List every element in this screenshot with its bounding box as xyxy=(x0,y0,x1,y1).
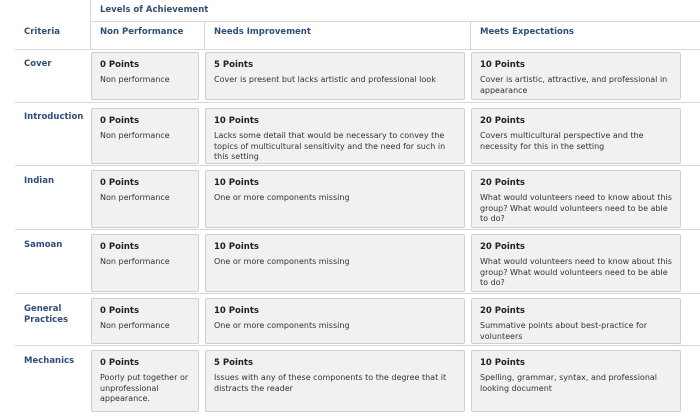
cell-description: Non performance xyxy=(100,75,170,84)
rubric-cell-meets-expectations xyxy=(471,170,681,228)
rubric-cell-meets-expectations xyxy=(471,234,681,292)
rubric-row-introduction xyxy=(15,103,700,166)
rubric-cell-needs-improvement xyxy=(205,350,465,412)
cell-points: 20 Points xyxy=(480,116,525,126)
rubric-cell-needs-improvement xyxy=(205,52,465,100)
criteria-label: Introduction xyxy=(24,112,84,122)
rubric-cell-non-performance xyxy=(91,350,199,412)
cell-description: What would volunteers need to know about this group? What would volunteers need to be able to do? xyxy=(480,193,672,223)
cell-points: 5 Points xyxy=(214,60,254,70)
criteria-label: Mechanics xyxy=(24,356,75,366)
rubric-cell-non-performance xyxy=(91,52,199,100)
rubric-row-mechanics xyxy=(15,346,700,420)
cell-description: Cover is present but lacks artistic and professional look xyxy=(214,75,436,84)
cell-description: Issues with any of these components to the degree that it distracts the reader xyxy=(214,373,447,393)
cell-description: Cover is artistic, attractive, and professional in appearance xyxy=(480,75,668,95)
cell-description: One or more components missing xyxy=(214,257,350,266)
rubric-cell-needs-improvement xyxy=(205,234,465,292)
cell-description: Covers multicultural perspective and the necessity for this in the setting xyxy=(480,131,644,151)
rubric-row-samoan xyxy=(15,230,700,294)
cell-points: 20 Points xyxy=(480,306,525,316)
cell-points: 0 Points xyxy=(100,60,140,70)
meets-expectations-column-header: Meets Expectations xyxy=(470,22,700,50)
cell-description: Non performance xyxy=(100,131,170,140)
cell-points: 0 Points xyxy=(100,178,140,188)
cell-points: 10 Points xyxy=(214,116,259,126)
cell-points: 10 Points xyxy=(480,60,525,70)
cell-points: 0 Points xyxy=(100,358,140,368)
cell-points: 0 Points xyxy=(100,116,140,126)
cell-points: 10 Points xyxy=(214,242,259,252)
cell-points: 5 Points xyxy=(214,358,254,368)
cell-points: 0 Points xyxy=(100,242,140,252)
levels-of-achievement-header xyxy=(90,0,700,22)
cell-description: Summative points about best-practice for volunteers xyxy=(480,321,648,341)
cell-description: One or more components missing xyxy=(214,321,350,330)
rubric-cell-meets-expectations xyxy=(471,108,681,164)
rubric-cell-meets-expectations xyxy=(471,52,681,100)
rubric-cell-non-performance xyxy=(91,298,199,344)
cell-description: Non performance xyxy=(100,257,170,266)
rubric-cell-needs-improvement xyxy=(205,108,465,164)
cell-points: 20 Points xyxy=(480,242,525,252)
rubric-cell-needs-improvement xyxy=(205,170,465,228)
criteria-label: Cover xyxy=(24,59,52,69)
rubric-cell-meets-expectations xyxy=(471,298,681,344)
needs-improvement-column-header: Needs Improvement xyxy=(204,22,470,50)
cell-description: Non performance xyxy=(100,321,170,330)
cell-description: Non performance xyxy=(100,193,170,202)
cell-description: Poorly put together or unprofessional appearance. xyxy=(100,373,189,403)
cell-description: One or more components missing xyxy=(214,193,350,202)
rubric-cell-non-performance xyxy=(91,234,199,292)
rubric-cell-meets-expectations xyxy=(471,350,681,412)
cell-points: 10 Points xyxy=(480,358,525,368)
criteria-column-header: Criteria xyxy=(15,22,90,50)
cell-description: What would volunteers need to know about this group? What would volunteers need to be able to do? xyxy=(480,257,672,287)
cell-points: 0 Points xyxy=(100,306,140,316)
rubric-cell-non-performance xyxy=(91,170,199,228)
rubric-cell-needs-improvement xyxy=(205,298,465,344)
cell-description: Spelling, grammar, syntax, and professional looking document xyxy=(480,373,658,393)
cell-description: Lacks some detail that would be necessary to convey the topics of multicultural sensitivity and the need for such in this setting xyxy=(214,131,446,161)
rubric-row-indian xyxy=(15,166,700,230)
criteria-label: General Practices xyxy=(24,304,69,325)
non-performance-column-header: Non Performance xyxy=(90,22,204,50)
levels-of-achievement-label: Levels of Achievement xyxy=(100,5,209,15)
rubric-row-cover xyxy=(15,50,700,103)
criteria-label: Indian xyxy=(24,176,54,186)
rubric-cell-non-performance xyxy=(91,108,199,164)
cell-points: 10 Points xyxy=(214,178,259,188)
cell-points: 20 Points xyxy=(480,178,525,188)
rubric-row-general-practices xyxy=(15,294,700,346)
cell-points: 10 Points xyxy=(214,306,259,316)
criteria-label: Samoan xyxy=(24,240,63,250)
